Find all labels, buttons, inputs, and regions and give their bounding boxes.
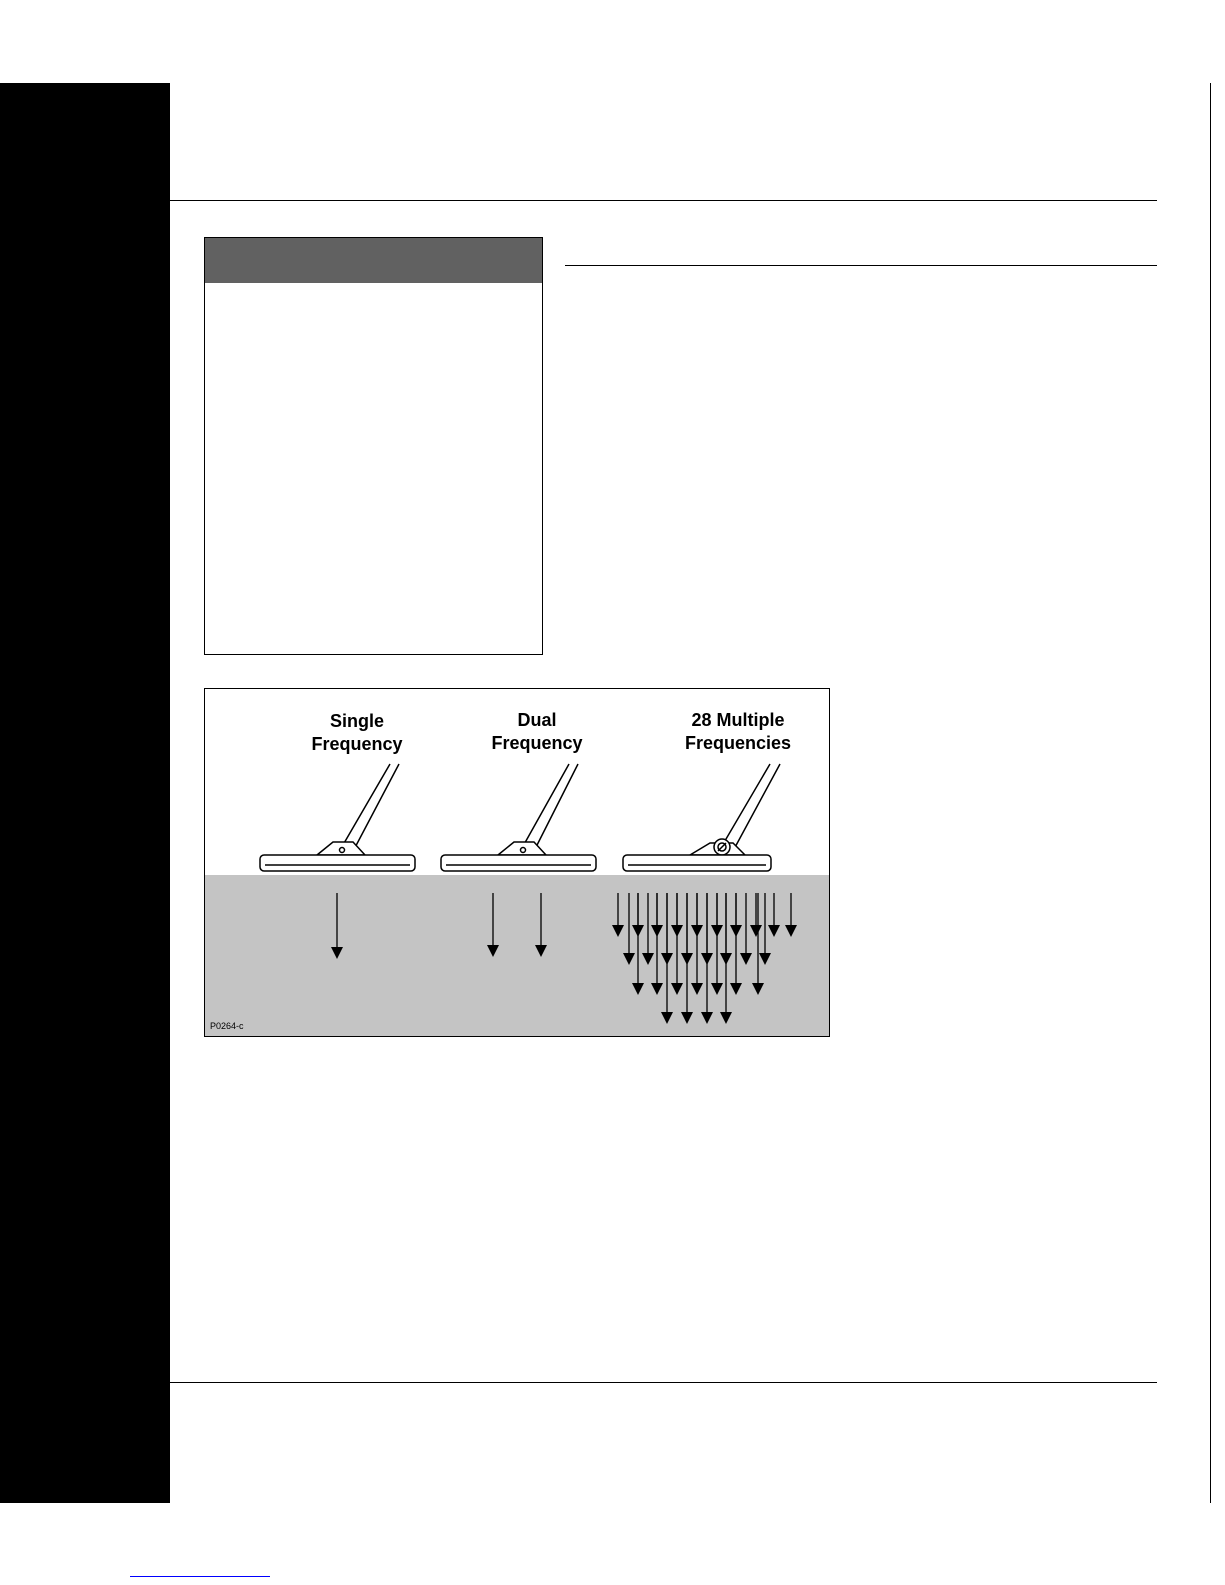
chapter-tab xyxy=(0,83,170,1503)
page-edge xyxy=(1210,83,1211,1503)
section-heading-rule xyxy=(565,265,1157,266)
sidebar-note-box xyxy=(204,237,543,655)
label-dual-line2: Frequency xyxy=(491,733,583,753)
frequency-comparison-figure xyxy=(204,688,830,1037)
dual-frequency-coil xyxy=(441,764,596,871)
sidebar-note-header xyxy=(205,238,542,283)
label-multi-line1: 28 Multiple xyxy=(691,710,785,730)
label-dual-line1: Dual xyxy=(517,710,557,730)
link-underline xyxy=(130,1576,270,1577)
multi-frequency-coil xyxy=(623,764,780,871)
label-single-line1: Single xyxy=(329,711,385,731)
single-frequency-coil xyxy=(260,764,415,871)
figure-code: P0264-c xyxy=(210,1021,244,1031)
footer-rule xyxy=(66,1382,1157,1383)
label-single-line2: Frequency xyxy=(311,734,403,754)
label-multi-line2: Frequencies xyxy=(684,733,792,753)
header-rule xyxy=(170,200,1157,201)
